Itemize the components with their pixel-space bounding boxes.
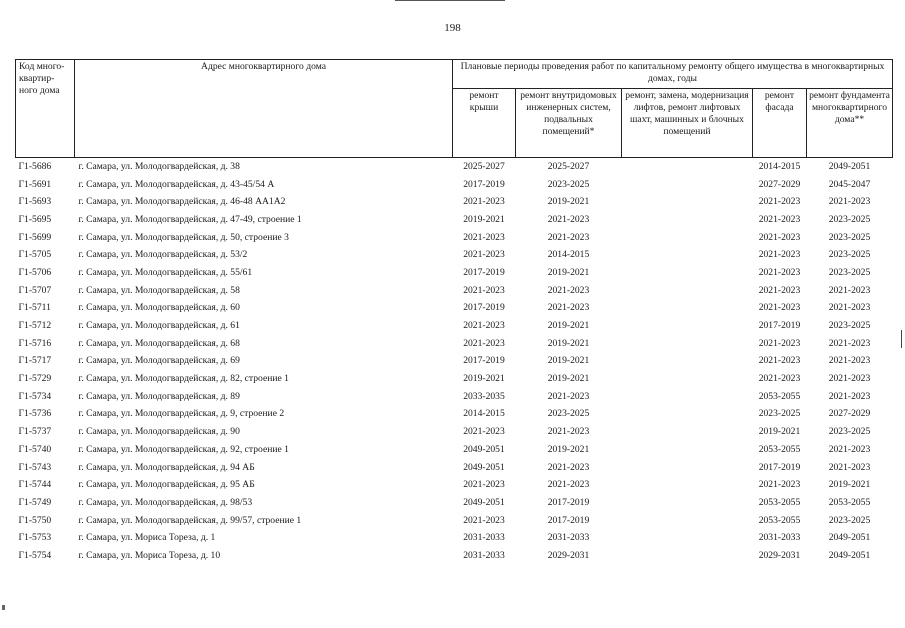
scan-edge-dot (2, 605, 5, 610)
cell-foundation: 2023-2025 (828, 213, 871, 225)
cell-foundation: 2021-2023 (828, 461, 871, 473)
cell-address: г. Самара, ул. Молодогвардейская, д. 90 (78, 426, 240, 438)
cell-systems: 2019-2021 (547, 196, 590, 208)
cell-address: г. Самара, ул. Молодогвардейская, д. 89 (78, 390, 240, 402)
cell-lifts (622, 512, 753, 530)
cell-roof: 2025-2027 (463, 160, 505, 172)
cell-address: г. Самара, ул. Молодогвардейская, д. 68 (78, 337, 240, 349)
cell-code: Г1-5737 (18, 426, 52, 438)
table-body (16, 158, 893, 565)
table-row (16, 423, 893, 441)
cell-foundation: 2045-2047 (828, 178, 871, 190)
cell-facade: 2021-2023 (758, 196, 801, 208)
cell-lifts (622, 300, 753, 318)
cell-facade: 2023-2025 (758, 408, 801, 420)
cell-foundation: 2021-2023 (828, 443, 871, 455)
cell-facade: 2021-2023 (758, 249, 801, 261)
cell-foundation: 2053-2055 (828, 496, 871, 508)
cell-address: г. Самара, ул. Молодогвардейская, д. 82, строение 1 (78, 373, 289, 385)
cell-foundation: 2049-2051 (828, 532, 871, 544)
cell-code: Г1-5736 (18, 408, 52, 420)
table-row (16, 158, 893, 176)
cell-systems: 2019-2021 (547, 337, 590, 349)
cell-roof: 2031-2033 (463, 532, 505, 544)
cell-roof: 2021-2023 (463, 231, 505, 243)
cell-address: г. Самара, ул. Молодогвардейская, д. 46-48 АА1А2 (78, 196, 286, 208)
cell-code: Г1-5705 (18, 249, 52, 261)
cell-foundation: 2049-2051 (828, 160, 871, 172)
cell-lifts (622, 282, 753, 300)
cell-code: Г1-5749 (18, 496, 52, 508)
cell-foundation: 2023-2025 (828, 320, 871, 332)
cell-lifts (622, 441, 753, 459)
cell-facade: 2019-2021 (758, 426, 801, 438)
cell-facade: 2017-2019 (758, 320, 801, 332)
cell-lifts (622, 246, 753, 264)
cell-roof: 2014-2015 (463, 408, 505, 420)
cell-lifts (622, 529, 753, 547)
cell-roof: 2019-2021 (463, 373, 505, 385)
cell-roof: 2021-2023 (463, 426, 505, 438)
cell-systems: 2021-2023 (547, 302, 590, 314)
cell-foundation: 2021-2023 (828, 390, 871, 402)
cell-roof: 2021-2023 (463, 337, 505, 349)
cell-lifts (622, 370, 753, 388)
capital-repair-table (15, 59, 893, 565)
header-periods-group: Плановые периоды проведения работ по капитальному ремонту общего имущества в многоквартирных домах, годы (453, 60, 893, 89)
cell-systems: 2021-2023 (547, 213, 590, 225)
cell-code: Г1-5744 (18, 479, 52, 491)
cell-lifts (622, 406, 753, 424)
header-roof: ремонт крыши (453, 89, 516, 158)
cell-foundation: 2023-2025 (828, 514, 871, 526)
top-rule (395, 0, 505, 1)
cell-code: Г1-5729 (18, 373, 52, 385)
cell-foundation: 2021-2023 (828, 196, 871, 208)
cell-facade: 2017-2019 (758, 461, 801, 473)
cell-lifts (622, 176, 753, 194)
cell-roof: 2021-2023 (463, 479, 505, 491)
table-row (16, 370, 893, 388)
cell-foundation: 2021-2023 (828, 302, 871, 314)
table-row (16, 441, 893, 459)
cell-code: Г1-5686 (18, 160, 52, 172)
cell-code: Г1-5699 (18, 231, 52, 243)
cell-code: Г1-5734 (18, 390, 52, 402)
cell-roof: 2031-2033 (463, 549, 505, 561)
cell-code: Г1-5707 (18, 284, 52, 296)
cell-systems: 2019-2021 (547, 266, 590, 278)
cell-facade: 2029-2031 (758, 549, 801, 561)
cell-address: г. Самара, ул. Молодогвардейская, д. 50, строение 3 (78, 231, 289, 243)
cell-systems: 2019-2021 (547, 443, 590, 455)
cell-facade: 2014-2015 (758, 160, 801, 172)
table-row (16, 494, 893, 512)
cell-address: г. Самара, ул. Молодогвардейская, д. 58 (78, 284, 240, 296)
cell-foundation: 2023-2025 (828, 231, 871, 243)
cell-systems: 2021-2023 (547, 461, 590, 473)
cell-roof: 2021-2023 (463, 320, 505, 332)
cell-address: г. Самара, ул. Молодогвардейская, д. 94 АБ (78, 461, 255, 473)
cell-lifts (622, 423, 753, 441)
cell-address: г. Самара, ул. Молодогвардейская, д. 61 (78, 320, 240, 332)
cell-lifts (622, 211, 753, 229)
cell-code: Г1-5706 (18, 266, 52, 278)
table-row (16, 300, 893, 318)
table-row (16, 512, 893, 530)
cell-roof: 2017-2019 (463, 302, 505, 314)
cell-roof: 2019-2021 (463, 213, 505, 225)
cell-systems: 2017-2019 (547, 514, 590, 526)
cell-address: г. Самара, ул. Молодогвардейская, д. 53/2 (78, 249, 248, 261)
cell-systems: 2021-2023 (547, 390, 590, 402)
cell-systems: 2014-2015 (547, 249, 590, 261)
table-row (16, 476, 893, 494)
table-row (16, 246, 893, 264)
table-row (16, 211, 893, 229)
cell-systems: 2019-2021 (547, 355, 590, 367)
cell-address: г. Самара, ул. Молодогвардейская, д. 95 АБ (78, 479, 255, 491)
cell-systems: 2017-2019 (547, 496, 590, 508)
cell-lifts (622, 264, 753, 282)
cell-code: Г1-5691 (18, 178, 52, 190)
cell-foundation: 2023-2025 (828, 426, 871, 438)
cell-lifts (622, 317, 753, 335)
cell-lifts (622, 335, 753, 353)
cell-code: Г1-5711 (18, 302, 51, 314)
cell-systems: 2025-2027 (547, 160, 590, 172)
table-row (16, 335, 893, 353)
cell-facade: 2021-2023 (758, 373, 801, 385)
cell-lifts (622, 459, 753, 477)
cell-roof: 2033-2035 (463, 390, 505, 402)
cell-code: Г1-5712 (18, 320, 52, 332)
cell-roof: 2049-2051 (463, 496, 505, 508)
table-row (16, 317, 893, 335)
cell-address: г. Самара, ул. Молодогвардейская, д. 92, строение 1 (78, 443, 289, 455)
table-row (16, 176, 893, 194)
cell-code: Г1-5750 (18, 514, 52, 526)
cell-facade: 2053-2055 (758, 390, 801, 402)
header-code: Код много-квартир-ного дома (16, 60, 75, 158)
cell-address: г. Самара, ул. Мориса Тореза, д. 10 (78, 549, 221, 561)
page-number: 198 (444, 22, 461, 34)
cell-facade: 2021-2023 (758, 479, 801, 491)
cell-address: г. Самара, ул. Молодогвардейская, д. 60 (78, 302, 240, 314)
cell-facade: 2031-2033 (758, 532, 801, 544)
table-row (16, 282, 893, 300)
cell-facade: 2053-2055 (758, 443, 801, 455)
cell-facade: 2021-2023 (758, 213, 801, 225)
cell-address: г. Самара, ул. Молодогвардейская, д. 55/61 (78, 266, 253, 278)
cell-roof: 2017-2019 (463, 355, 505, 367)
cell-lifts (622, 193, 753, 211)
cell-roof: 2021-2023 (463, 514, 505, 526)
cell-foundation: 2027-2029 (828, 408, 871, 420)
cell-foundation: 2023-2025 (828, 266, 871, 278)
cell-code: Г1-5717 (18, 355, 52, 367)
header-lifts: ремонт, замена, модернизация лифтов, ремонт лифтовых шахт, машинных и блочных помещений (622, 89, 753, 158)
cell-lifts (622, 388, 753, 406)
cell-code: Г1-5754 (18, 549, 52, 561)
cell-address: г. Самара, ул. Мориса Тореза, д. 1 (78, 532, 216, 544)
cell-code: Г1-5753 (18, 532, 52, 544)
cell-systems: 2019-2021 (547, 373, 590, 385)
cell-systems: 2031-2033 (547, 532, 590, 544)
cell-code: Г1-5740 (18, 443, 52, 455)
cell-lifts (622, 476, 753, 494)
cell-facade: 2027-2029 (758, 178, 801, 190)
cell-roof: 2021-2023 (463, 249, 505, 261)
cell-lifts (622, 547, 753, 565)
cell-roof: 2021-2023 (463, 284, 505, 296)
cell-systems: 2021-2023 (547, 284, 590, 296)
cell-address: г. Самара, ул. Молодогвардейская, д. 9, строение 2 (78, 408, 285, 420)
table-row (16, 459, 893, 477)
cell-systems: 2023-2025 (547, 178, 590, 190)
cell-facade: 2021-2023 (758, 302, 801, 314)
cell-lifts (622, 353, 753, 371)
cell-facade: 2021-2023 (758, 337, 801, 349)
table-row (16, 264, 893, 282)
cell-roof: 2021-2023 (463, 196, 505, 208)
cell-roof: 2017-2019 (463, 266, 505, 278)
header-foundation: ремонт фундамента многоквартирного дома** (807, 89, 893, 158)
cell-address: г. Самара, ул. Молодогвардейская, д. 43-45/54 А (78, 178, 275, 190)
cell-foundation: 2019-2021 (828, 479, 871, 491)
cell-address: г. Самара, ул. Молодогвардейская, д. 38 (78, 160, 240, 172)
cell-foundation: 2021-2023 (828, 355, 871, 367)
table-row (16, 547, 893, 565)
table-row (16, 193, 893, 211)
cell-code: Г1-5743 (18, 461, 52, 473)
cell-facade: 2053-2055 (758, 496, 801, 508)
table-row (16, 529, 893, 547)
cell-lifts (622, 229, 753, 247)
table-row (16, 388, 893, 406)
cell-foundation: 2023-2025 (828, 249, 871, 261)
cell-systems: 2023-2025 (547, 408, 590, 420)
cell-facade: 2021-2023 (758, 231, 801, 243)
cell-address: г. Самара, ул. Молодогвардейская, д. 69 (78, 355, 240, 367)
header-address: Адрес многоквартирного дома (75, 60, 453, 158)
cell-roof: 2049-2051 (463, 461, 505, 473)
cell-roof: 2049-2051 (463, 443, 505, 455)
header-facade: ремонт фасада (753, 89, 807, 158)
cell-facade: 2053-2055 (758, 514, 801, 526)
cell-code: Г1-5695 (18, 213, 52, 225)
header-systems: ремонт внутридомовых инженерных систем, подвальных помещений* (516, 89, 622, 158)
cell-foundation: 2021-2023 (828, 337, 871, 349)
cell-code: Г1-5693 (18, 196, 52, 208)
cell-systems: 2021-2023 (547, 479, 590, 491)
cell-systems: 2029-2031 (547, 549, 590, 561)
cell-lifts (622, 494, 753, 512)
cell-roof: 2017-2019 (463, 178, 505, 190)
cell-foundation: 2049-2051 (828, 549, 871, 561)
cell-systems: 2019-2021 (547, 320, 590, 332)
cell-foundation: 2021-2023 (828, 373, 871, 385)
cell-facade: 2021-2023 (758, 284, 801, 296)
cell-facade: 2021-2023 (758, 266, 801, 278)
scan-edge-mark (901, 330, 902, 348)
cell-systems: 2021-2023 (547, 231, 590, 243)
cell-facade: 2021-2023 (758, 355, 801, 367)
cell-lifts (622, 158, 753, 176)
cell-address: г. Самара, ул. Молодогвардейская, д. 99/57, строение 1 (78, 514, 302, 526)
cell-address: г. Самара, ул. Молодогвардейская, д. 47-49, строение 1 (78, 213, 302, 225)
table-row (16, 353, 893, 371)
table-row (16, 229, 893, 247)
table-row (16, 406, 893, 424)
cell-code: Г1-5716 (18, 337, 52, 349)
cell-foundation: 2021-2023 (828, 284, 871, 296)
cell-systems: 2021-2023 (547, 426, 590, 438)
cell-address: г. Самара, ул. Молодогвардейская, д. 98/53 (78, 496, 253, 508)
